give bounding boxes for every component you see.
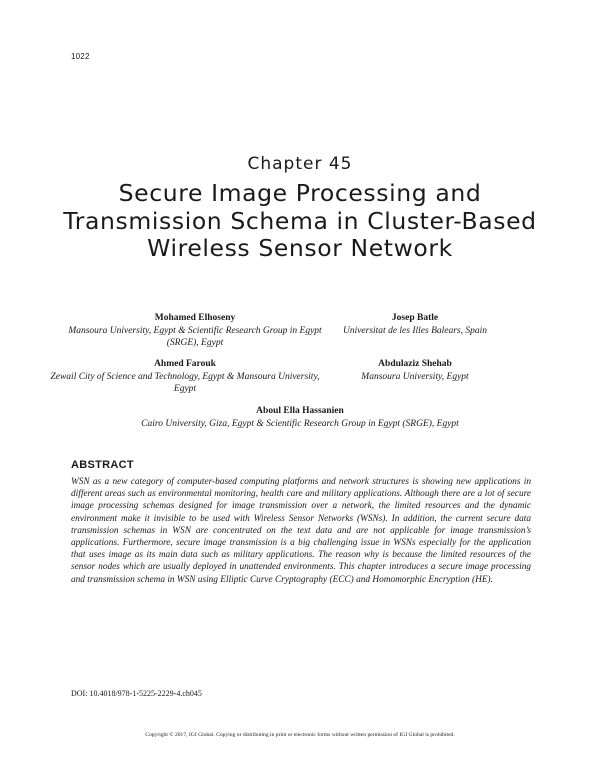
copyright-notice: Copyright © 2017, IGI Global. Copying or distributing in print or electronic forms without written permission of IGI Global is prohibited. (145, 732, 455, 738)
author-block (300, 312, 530, 337)
author-block (60, 312, 330, 349)
author-affiliation: Universitat de les Illes Balears, Spain (342, 326, 488, 336)
author-affiliation: Cairo University, Giza, Egypt & Scientific Research Group in Egypt (SRGE), Egypt (141, 419, 459, 429)
author-affiliation: Mansoura University, Egypt & Scientific Research Group in Egypt (SRGE), Egypt (68, 326, 322, 348)
author-name: Ahmed Farouk (154, 359, 216, 369)
author-block (300, 358, 530, 383)
author-name: Abdulaziz Shehab (378, 359, 452, 369)
author-block (0, 405, 600, 430)
author-name: Josep Batle (391, 313, 439, 323)
author-affiliation: Mansoura University, Egypt (361, 372, 469, 382)
abstract-body: WSN as a new category of computer-based computing platforms and network structures is showing new applications in different areas such as environmental monitoring, health care and military applications. Although there are a lot of secure image processing schemas designed for image transmission over a network, the limited resources and the dynamic environment make it invisible to be used with Wireless Sensor Networks (WSNs). In addition, the current secure data transmission schemas in WSN are concentrated on the text data and are not applicable for image transmission’s applications. Furthermore, secure image transmission is a big challenging issue in WSNs especially for the application that uses image as its main data such as military applications. The reason why is because the limited resources of the sensor nodes which are usually deployed in unattended environments. This chapter introduces a secure image processing and transmission schema in WSN using Elliptic Curve Cryptography (ECC) and Homomorphic Encryption (HE). (71, 477, 531, 585)
author-affiliation: Zewail City of Science and Technology, Egypt & Mansoura University, Egypt (50, 372, 320, 394)
page-number: 1022 (71, 52, 90, 61)
abstract-heading: ABSTRACT (71, 459, 134, 471)
author-block (50, 358, 320, 395)
doi-line: DOI: 10.4018/978-1-5225-2229-4.ch045 (71, 689, 202, 698)
author-name: Aboul Ella Hassanien (256, 406, 344, 416)
chapter-title: Secure Image Processing and Transmission Schema in Cluster-Based Wireless Sensor Network (63, 179, 537, 262)
author-name: Mohamed Elhoseny (154, 313, 236, 323)
chapter-label: Chapter 45 (247, 154, 353, 174)
